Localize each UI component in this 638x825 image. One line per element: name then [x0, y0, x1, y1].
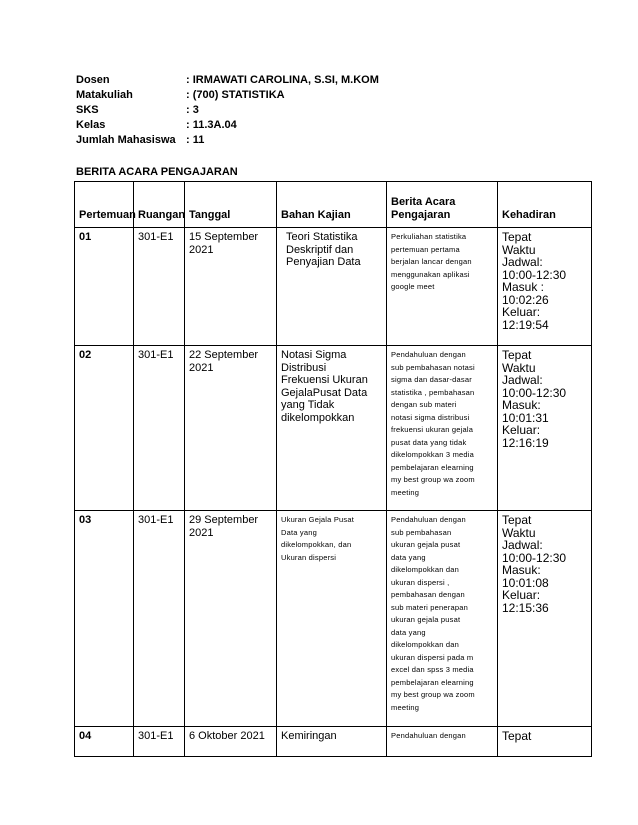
cell-kehadiran-line: Keluar: — [502, 423, 541, 437]
header-tanggal: Tanggal — [185, 182, 277, 228]
table-row — [75, 727, 592, 757]
cell-bahan-kajian — [277, 346, 387, 511]
cell-bahan-kajian — [277, 727, 387, 757]
cell-pertemuan: 03 — [75, 511, 134, 727]
cell-bahan-kajian-line: GejalaPusat Data — [281, 386, 368, 399]
header-bahan-kajian: Bahan Kajian — [277, 182, 387, 228]
cell-berita-acara-line: Pendahuluan dengan — [391, 515, 466, 524]
cell-kehadiran-line: Masuk : — [502, 280, 545, 294]
cell-ruangan: 301-E1 — [134, 511, 185, 727]
info-row-sks — [76, 103, 379, 118]
cell-berita-acara-line: meeting — [391, 487, 420, 497]
cell-berita-acara-line: pertemuan pertama — [391, 244, 460, 254]
cell-bahan-kajian-line: Frekuensi Ukuran — [281, 374, 368, 386]
cell-berita-acara-line: berjalan lancar dengan — [391, 257, 472, 266]
cell-kehadiran-line: Jadwal: — [502, 538, 543, 552]
cell-berita-acara-line: data yang — [391, 552, 426, 562]
cell-berita-acara-line: pembelajaran elearning — [391, 462, 474, 472]
cell-bahan-kajian-line: Distribusi — [281, 361, 327, 374]
cell-berita-acara-line: ukuran gejala pusat — [391, 615, 461, 624]
cell-berita-acara-line: Pendahuluan dengan — [391, 731, 466, 740]
cell-kehadiran-line: Masuk: — [502, 398, 541, 412]
cell-kehadiran-line: Keluar: — [502, 305, 541, 319]
cell-kehadiran-line: 10:02:26 — [502, 292, 549, 307]
cell-ruangan: 301-E1 — [134, 346, 185, 511]
cell-kehadiran-line: Tepat — [502, 230, 532, 244]
cell-pertemuan: 04 — [75, 727, 134, 757]
cell-berita-acara-line: frekuensi ukuran gejala — [391, 425, 474, 434]
cell-berita-acara-line: statistika , pembahasan — [391, 387, 475, 397]
cell-berita-acara-line: menggunakan aplikasi — [391, 269, 470, 279]
cell-berita-acara-line: dikelompokkan dan — [391, 640, 460, 649]
cell-bahan-kajian-line: dikelompokkan — [281, 411, 355, 424]
cell-tanggal-line: 6 Oktober 2021 — [189, 730, 265, 742]
course-info — [76, 73, 379, 148]
info-label: Kelas — [76, 119, 106, 131]
cell-kehadiran-line: 10:00-12:30 — [502, 385, 567, 400]
cell-kehadiran-line: Masuk: — [502, 563, 541, 577]
cell-berita-acara-line: meeting — [391, 702, 420, 712]
cell-berita-acara — [387, 727, 498, 757]
cell-berita-acara — [387, 228, 498, 346]
cell-kehadiran-line: 12:16:19 — [502, 435, 549, 450]
cell-kehadiran-line: Keluar: — [502, 588, 541, 602]
cell-kehadiran-line: 10:01:08 — [502, 575, 549, 590]
cell-kehadiran-line: 10:01:31 — [502, 410, 549, 425]
cell-tanggal-line: 2021 — [189, 243, 214, 256]
info-row-kelas — [76, 118, 379, 133]
cell-berita-acara-line: Pendahuluan dengan — [391, 350, 466, 359]
cell-kehadiran-line: Jadwal: — [502, 373, 543, 387]
cell-bahan-kajian-line: Deskriptif dan — [286, 243, 354, 256]
cell-berita-acara-line: Perkuliahan statistika — [391, 232, 467, 241]
cell-bahan-kajian-line: yang Tidak — [281, 399, 335, 411]
info-value: : (700) STATISTIKA — [186, 89, 285, 101]
cell-kehadiran — [498, 727, 592, 757]
cell-berita-acara-line: google meet — [391, 282, 435, 291]
cell-bahan-kajian-line: Kemiringan — [281, 730, 337, 742]
info-row-matakuliah — [76, 88, 379, 103]
cell-berita-acara-line: ukuran dispersi pada m — [391, 652, 474, 662]
header-berita-line: Pengajaran — [391, 208, 451, 221]
cell-bahan-kajian — [277, 228, 387, 346]
info-label: Matakuliah — [76, 89, 133, 101]
cell-berita-acara-line: my best group wa zoom — [391, 690, 475, 699]
cell-berita-acara-line: dikelompokkan 3 media — [391, 450, 474, 459]
cell-bahan-kajian-line: Penyajian Data — [286, 256, 361, 268]
cell-tanggal-line: 29 September — [189, 514, 259, 526]
cell-bahan-kajian-line: Ukuran Gejala Pusat — [281, 515, 355, 524]
cell-tanggal — [185, 228, 277, 346]
cell-berita-acara-line: excel dan spss 3 media — [391, 665, 474, 674]
header-berita-acara — [387, 182, 498, 228]
header-pertemuan: Pertemuan — [75, 182, 134, 228]
cell-berita-acara-line: dikelompokkan dan — [391, 565, 460, 574]
cell-kehadiran-line: 12:19:54 — [502, 317, 549, 332]
cell-bahan-kajian-line: dikelompokkan, dan — [281, 540, 352, 549]
cell-tanggal — [185, 511, 277, 727]
section-title: BERITA ACARA PENGAJARAN — [76, 166, 238, 178]
cell-kehadiran-line: Tepat — [502, 729, 532, 743]
info-label: Jumlah Mahasiswa — [76, 134, 176, 146]
cell-tanggal-line: 2021 — [189, 526, 214, 539]
header-ruangan: Ruangan — [134, 182, 185, 228]
table-row — [75, 228, 592, 346]
table-header-row — [75, 182, 592, 228]
cell-kehadiran-line: Waktu — [502, 525, 536, 540]
cell-kehadiran-line: Waktu — [502, 242, 536, 257]
cell-berita-acara-line: sub materi penerapan — [391, 602, 468, 612]
cell-kehadiran-line: Tepat — [502, 348, 532, 362]
cell-tanggal-line: 15 September — [189, 231, 259, 243]
cell-kehadiran-line: Jadwal: — [502, 255, 543, 269]
cell-berita-acara-line: sigma dan dasar-dasar — [391, 375, 472, 384]
cell-kehadiran-line: 12:15:36 — [502, 600, 549, 615]
info-value: : 11 — [186, 134, 205, 146]
cell-tanggal-line: 2021 — [189, 361, 214, 374]
cell-ruangan: 301-E1 — [134, 727, 185, 757]
cell-berita-acara-line: pusat data yang tidak — [391, 437, 467, 447]
cell-berita-acara-line: sub pembahasan — [391, 527, 452, 537]
info-value: : 3 — [186, 104, 199, 116]
cell-bahan-kajian-line: Teori Statistika — [286, 231, 358, 243]
cell-berita-acara-line: ukuran dispersi , — [391, 577, 450, 587]
cell-berita-acara — [387, 346, 498, 511]
cell-kehadiran-line: 10:00-12:30 — [502, 267, 567, 282]
info-row-jumlah-mahasiswa — [76, 133, 379, 148]
cell-kehadiran — [498, 346, 592, 511]
cell-berita-acara-line: my best group wa zoom — [391, 475, 475, 484]
header-kehadiran: Kehadiran — [498, 182, 592, 228]
cell-bahan-kajian — [277, 511, 387, 727]
info-row-dosen — [76, 73, 379, 88]
cell-pertemuan: 01 — [75, 228, 134, 346]
cell-berita-acara-line: dengan sub materi — [391, 400, 457, 409]
cell-berita-acara-line: data yang — [391, 627, 426, 637]
cell-bahan-kajian-line: Data yang — [281, 527, 317, 537]
cell-ruangan: 301-E1 — [134, 228, 185, 346]
table-row — [75, 346, 592, 511]
cell-tanggal — [185, 727, 277, 757]
cell-berita-acara-line: pembahasan dengan — [391, 590, 465, 599]
info-value: : 11.3A.04 — [186, 119, 237, 131]
cell-kehadiran-line: Waktu — [502, 360, 536, 375]
cell-bahan-kajian-line: Ukuran dispersi — [281, 552, 337, 562]
cell-berita-acara-line: pembelajaran elearning — [391, 677, 474, 687]
cell-tanggal — [185, 346, 277, 511]
berita-acara-table — [74, 181, 592, 757]
cell-tanggal-line: 22 September — [189, 349, 259, 361]
header-berita-line: Berita Acara — [391, 196, 456, 208]
cell-berita-acara-line: ukuran gejala pusat — [391, 540, 461, 549]
cell-kehadiran-line: Tepat — [502, 513, 532, 527]
cell-berita-acara — [387, 511, 498, 727]
info-label: SKS — [76, 104, 99, 116]
cell-kehadiran — [498, 511, 592, 727]
cell-pertemuan: 02 — [75, 346, 134, 511]
info-label: Dosen — [76, 74, 110, 86]
cell-berita-acara-line: sub pembahasan notasi — [391, 362, 475, 372]
table-row — [75, 511, 592, 727]
cell-kehadiran-line: 10:00-12:30 — [502, 550, 567, 565]
cell-kehadiran — [498, 228, 592, 346]
cell-bahan-kajian-line: Notasi Sigma — [281, 349, 347, 361]
info-value: : IRMAWATI CAROLINA, S.SI, M.KOM — [186, 74, 379, 86]
cell-berita-acara-line: notasi sigma distribusi — [391, 412, 470, 422]
